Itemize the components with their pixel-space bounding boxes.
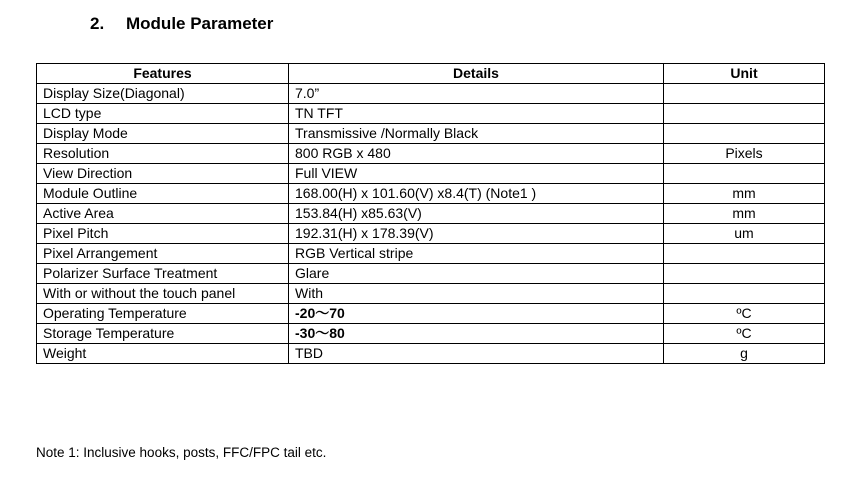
feature-cell: Pixel Arrangement xyxy=(37,244,289,264)
unit-cell xyxy=(664,84,825,104)
table-row xyxy=(37,244,825,264)
table-row xyxy=(37,204,825,224)
table-row xyxy=(37,264,825,284)
details-cell: RGB Vertical stripe xyxy=(289,244,664,264)
unit-cell: mm xyxy=(664,204,825,224)
table-row xyxy=(37,104,825,124)
feature-cell: Display Size(Diagonal) xyxy=(37,84,289,104)
table-header-row xyxy=(37,64,825,84)
table-row xyxy=(37,224,825,244)
feature-cell: LCD type xyxy=(37,104,289,124)
details-cell: -20～70 xyxy=(289,304,664,324)
feature-cell: Operating Temperature xyxy=(37,304,289,324)
table-row xyxy=(37,184,825,204)
feature-cell: Active Area xyxy=(37,204,289,224)
table-row xyxy=(37,144,825,164)
feature-cell: Weight xyxy=(37,344,289,364)
table-row xyxy=(37,344,825,364)
details-cell: 153.84(H) x85.63(V) xyxy=(289,204,664,224)
unit-cell: Pixels xyxy=(664,144,825,164)
feature-cell: Module Outline xyxy=(37,184,289,204)
details-cell: -30～80 xyxy=(289,324,664,344)
unit-cell xyxy=(664,124,825,144)
feature-cell: With or without the touch panel xyxy=(37,284,289,304)
header-features: Features xyxy=(37,64,289,84)
feature-cell: View Direction xyxy=(37,164,289,184)
feature-cell: Storage Temperature xyxy=(37,324,289,344)
details-cell: TN TFT xyxy=(289,104,664,124)
header-unit: Unit xyxy=(664,64,825,84)
details-cell: 7.0” xyxy=(289,84,664,104)
unit-cell xyxy=(664,244,825,264)
feature-cell: Pixel Pitch xyxy=(37,224,289,244)
unit-cell xyxy=(664,164,825,184)
details-cell: Full VIEW xyxy=(289,164,664,184)
details-cell: 192.31(H) x 178.39(V) xyxy=(289,224,664,244)
unit-cell: um xyxy=(664,224,825,244)
details-cell: TBD xyxy=(289,344,664,364)
unit-cell xyxy=(664,104,825,124)
unit-cell: ºC xyxy=(664,304,825,324)
unit-cell xyxy=(664,264,825,284)
table-row xyxy=(37,124,825,144)
unit-cell: ºC xyxy=(664,324,825,344)
feature-cell: Display Mode xyxy=(37,124,289,144)
section-title: Module Parameter xyxy=(126,14,274,33)
details-cell: With xyxy=(289,284,664,304)
feature-cell: Resolution xyxy=(37,144,289,164)
unit-cell xyxy=(664,284,825,304)
module-parameter-table xyxy=(36,63,825,364)
details-cell: 168.00(H) x 101.60(V) x8.4(T) (Note1 ) xyxy=(289,184,664,204)
unit-cell: mm xyxy=(664,184,825,204)
feature-cell: Polarizer Surface Treatment xyxy=(37,264,289,284)
section-heading xyxy=(90,14,273,34)
unit-cell: g xyxy=(664,344,825,364)
table-row xyxy=(37,324,825,344)
details-cell: Glare xyxy=(289,264,664,284)
table-footnote: Note 1: Inclusive hooks, posts, FFC/FPC tail etc. xyxy=(36,445,327,460)
table-row xyxy=(37,84,825,104)
table-row xyxy=(37,284,825,304)
details-cell: Transmissive /Normally Black xyxy=(289,124,664,144)
table-row xyxy=(37,304,825,324)
table-row xyxy=(37,164,825,184)
section-number: 2. xyxy=(90,14,105,33)
details-cell: 800 RGB x 480 xyxy=(289,144,664,164)
header-details: Details xyxy=(289,64,664,84)
